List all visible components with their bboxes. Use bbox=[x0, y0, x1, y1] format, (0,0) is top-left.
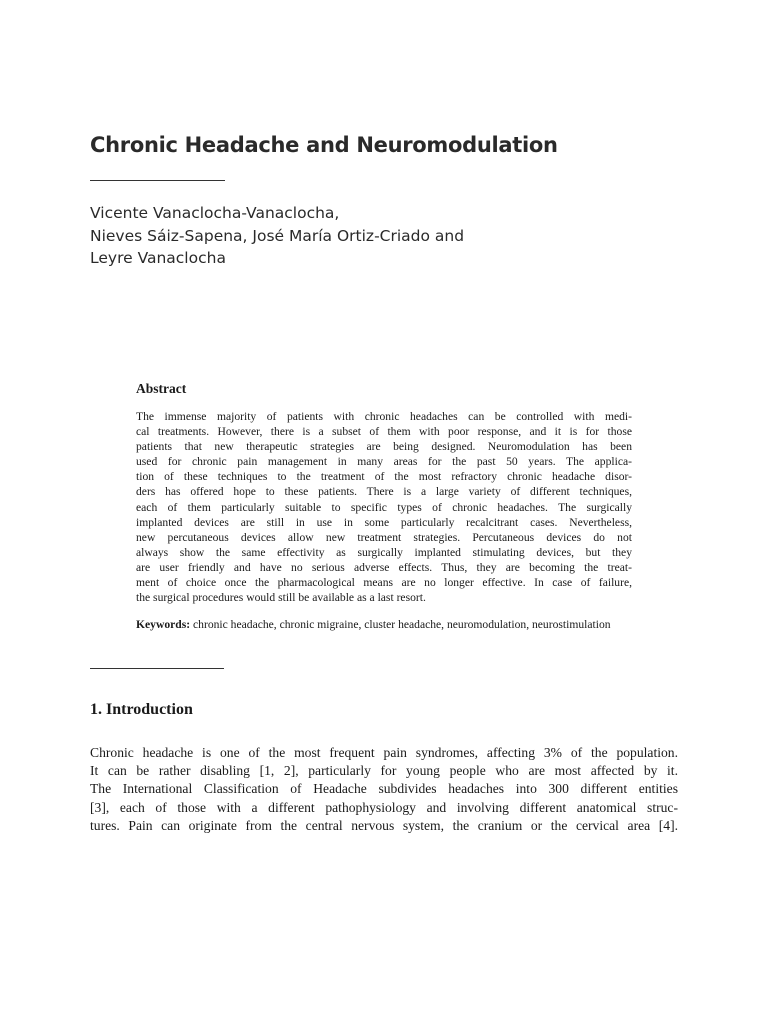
author-line: Leyre Vanaclocha bbox=[90, 249, 226, 267]
keywords bbox=[136, 617, 632, 632]
title-divider bbox=[90, 180, 225, 181]
abstract-line: new percutaneous devices allow new treatment strategies. Percutaneous devices do not bbox=[136, 530, 632, 544]
abstract-line: are user friendly and have no serious adverse effects. Thus, they are becoming the treat- bbox=[136, 560, 632, 574]
abstract-line: cal treatments. However, there is a subset of them with poor response, and it is for those bbox=[136, 425, 632, 439]
abstract-line: tion of these techniques to the treatment of the most refractory chronic headache disor- bbox=[136, 470, 632, 484]
introduction-heading: 1. Introduction bbox=[90, 701, 193, 718]
author-line: Vicente Vanaclocha-Vanaclocha, bbox=[90, 204, 340, 222]
introduction-line: The International Classification of Headache subdivides headaches into 300 different entities bbox=[90, 781, 678, 797]
introduction-line: [3], each of those with a different pathophysiology and involving different anatomical struc- bbox=[90, 799, 678, 815]
abstract-line: each of them particularly suitable to specific types of chronic headaches. The surgically bbox=[136, 500, 632, 514]
keywords-text: chronic headache, chronic migraine, cluster headache, neuromodulation, neurostimulation bbox=[193, 618, 611, 631]
abstract-heading: Abstract bbox=[136, 381, 187, 396]
introduction-line: It can be rather disabling [1, 2], particularly for young people who are most affected by it. bbox=[90, 763, 678, 779]
abstract-text bbox=[136, 409, 632, 605]
abstract-line: used for chronic pain management in many areas for the past 50 years. The applica- bbox=[136, 455, 632, 469]
author-list bbox=[90, 202, 464, 270]
keywords-label: Keywords: bbox=[136, 618, 191, 631]
abstract-line: ment of choice once the pharmacological means are no longer effective. In case of failure, bbox=[136, 576, 632, 590]
abstract-line: The immense majority of patients with chronic headaches can be controlled with medi- bbox=[136, 410, 632, 423]
introduction-line: tures. Pain can originate from the central nervous system, the cranium or the cervical area [4]. bbox=[90, 817, 678, 833]
author-line: Nieves Sáiz-Sapena, José María Ortiz-Criado and bbox=[90, 226, 465, 245]
introduction-line: Chronic headache is one of the most frequent pain syndromes, affecting 3% of the population. bbox=[90, 745, 678, 760]
abstract-line: the surgical procedures would still be available as a last resort. bbox=[136, 591, 426, 605]
introduction-text bbox=[90, 744, 678, 835]
abstract-line: ders has offered hope to these patients. There is a large variety of different techniques, bbox=[136, 485, 632, 499]
abstract-divider bbox=[90, 668, 224, 669]
paper-title: Chronic Headache and Neuromodulation bbox=[90, 133, 558, 157]
abstract-line: patients that new therapeutic strategies are being designed. Neuromodulation has been bbox=[136, 440, 632, 454]
abstract-line: implanted devices are still in use in some particularly recalcitrant cases. Nevertheless, bbox=[136, 515, 632, 529]
abstract-line: always show the same effectivity as surgically implanted stimulating devices, but they bbox=[136, 545, 632, 559]
